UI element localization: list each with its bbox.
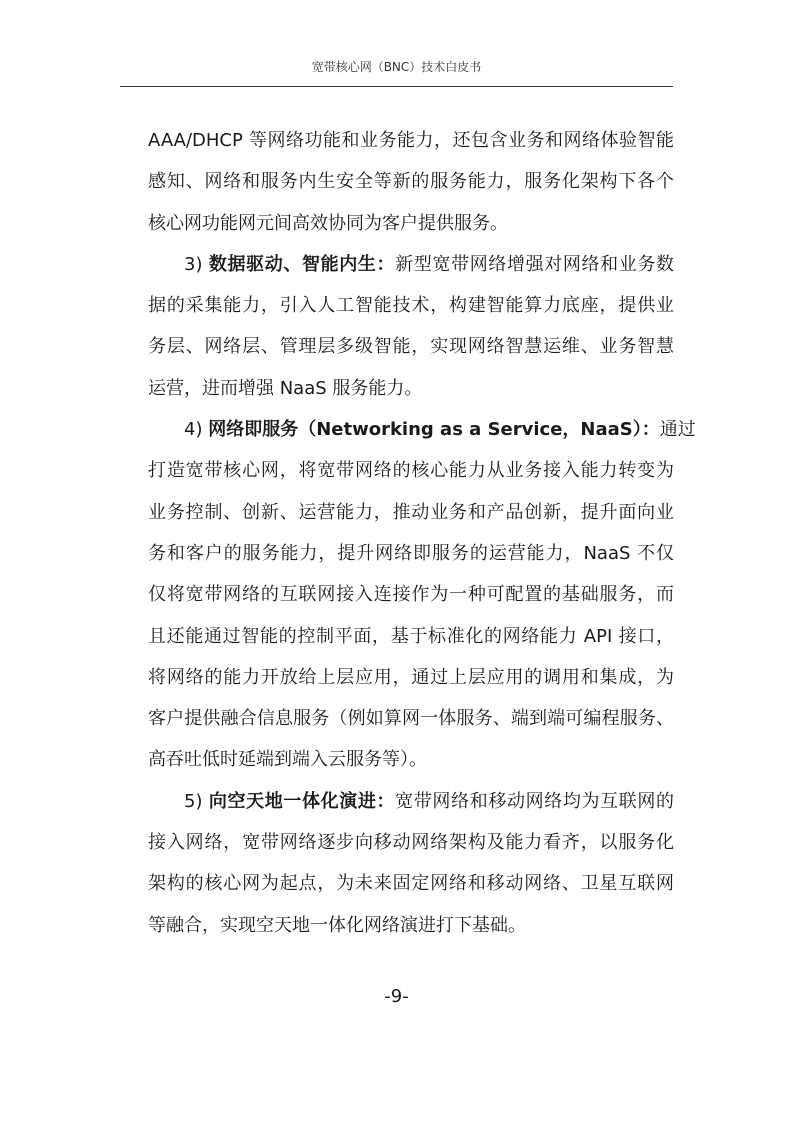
text-line	[148, 409, 696, 450]
text-line: 仅将宽带网络的互联网接入连接作为一种可配置的基础服务，而	[148, 584, 674, 606]
text-line: 接入网络，宽带网络逐步向移动网络架构及能力看齐，以服务化	[148, 832, 674, 854]
text-line	[148, 244, 674, 285]
item-number: 3)	[184, 253, 209, 275]
item-number: 5)	[184, 790, 209, 812]
text-line: 据的采集能力，引入人工智能技术，构建智能算力底座，提供业	[148, 295, 674, 317]
item-text: 通过	[659, 419, 696, 441]
text-line: 等融合，实现空天地一体化网络演进打下基础。	[148, 914, 526, 936]
text-line: AAA/DHCP 等网络功能和业务能力，还包含业务和网络体验智能	[148, 130, 674, 151]
page-number: -9-	[384, 986, 409, 1007]
document-header: 宽带核心网（BNC）技术白皮书	[311, 60, 482, 74]
item-text: 新型宽带网络增强对网络和业务数	[395, 253, 675, 275]
header-divider	[120, 86, 673, 87]
text-line: 且还能通过智能的控制平面，基于标准化的网络能力 API 接口，	[148, 625, 674, 647]
text-line: 务和客户的服务能力，提升网络即服务的运营能力，NaaS 不仅	[148, 542, 674, 564]
text-line: 运营，进而增强 NaaS 服务能力。	[148, 377, 423, 399]
item-text: 宽带网络和移动网络均为互联网的	[395, 790, 675, 812]
item-heading: 网络即服务（Networking as a Service，NaaS）：	[208, 419, 660, 441]
text-line: 架构的核心网为起点，为未来固定网络和移动网络、卫星互联网	[148, 873, 674, 895]
text-line: 打造宽带核心网，将宽带网络的核心能力从业务接入能力转变为	[148, 460, 674, 482]
item-number: 4)	[184, 419, 209, 441]
text-line: 务层、网络层、管理层多级智能，实现网络智慧运维、业务智慧	[148, 336, 674, 358]
paragraph-item-3	[148, 244, 674, 409]
text-line: 核心网功能网元间高效协同为客户提供服务。	[148, 212, 508, 234]
text-line: 感知、网络和服务内生安全等新的服务能力，服务化架构下各个	[148, 171, 674, 193]
paragraph-item-4	[148, 409, 696, 781]
document-body	[148, 120, 696, 946]
text-line: 高吞吐低时延端到端入云服务等）。	[148, 749, 427, 771]
item-heading: 向空天地一体化演进：	[208, 790, 396, 812]
text-line	[148, 781, 674, 822]
paragraph-item-5	[148, 781, 674, 946]
text-line: 将网络的能力开放给上层应用，通过上层应用的调用和集成，为	[148, 666, 674, 688]
paragraph-continuation	[148, 120, 674, 244]
text-line: 业务控制、创新、运营能力，推动业务和产品创新，提升面向业	[148, 501, 674, 523]
item-heading: 数据驱动、智能内生：	[208, 253, 396, 275]
text-line: 客户提供融合信息服务（例如算网一体服务、端到端可编程服务、	[148, 708, 674, 730]
